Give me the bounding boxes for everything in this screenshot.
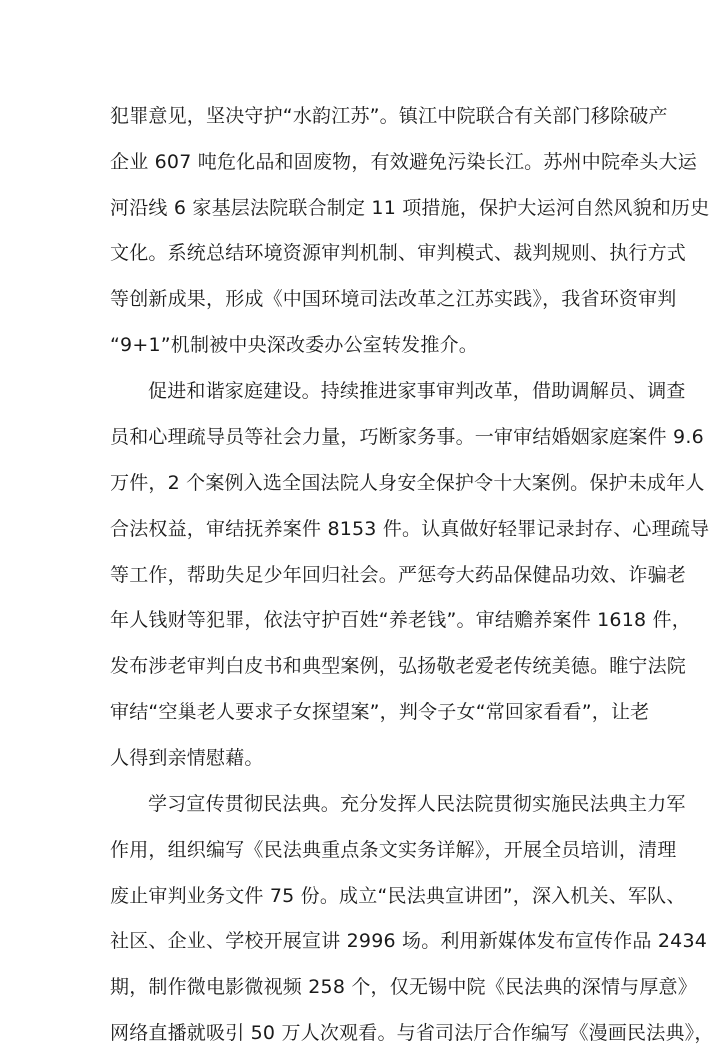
text-line: 期，制作微电影微视频 258 个，仅无锡中院《民法典的深情与厚意》 [110,976,697,998]
text-line: 合法权益，审结抚养案件 8153 件。认真做好轻罪记录封存、心理疏导 [110,518,710,540]
text-line: 网络直播就吸引 50 万人次观看。与省司法厅合作编写《漫画民法典》， [110,1022,714,1044]
text-line: 犯罪意见，坚决守护“水韵江苏”。镇江中院联合有关部门移除破产 [110,105,668,127]
paragraph-heading-line: 促进和谐家庭建设。持续推进家事审判改革，借助调解员、调查 [148,380,686,402]
text-line: 废止审判业务文件 75 份。成立“民法典宣讲团”，深入机关、军队、 [110,885,686,907]
text-line: 等工作，帮助失足少年回归社会。严惩夸大药品保健品功效、诈骗老 [110,564,687,586]
text-line: 年人钱财等犯罪，依法守护百姓“养老钱”。审结赡养案件 1618 件， [110,609,691,631]
text-line: 人得到亲情慰藉。 [110,747,264,769]
text-line: 员和心理疏导员等社会力量，巧断家务事。一审审结婚姻家庭案件 9.6 [110,426,704,448]
text-line: 文化。系统总结环境资源审判机制、审判模式、裁判规则、执行方式 [110,242,687,264]
text-line: 社区、企业、学校开展宣讲 2996 场。利用新媒体发布宣传作品 2434 [110,930,708,952]
text-line: 审结“空巢老人要求子女探望案”，判令子女“常回家看看”，让老 [110,701,650,723]
text-line: 发布涉老审判白皮书和典型案例，弘扬敬老爱老传统美德。睢宁法院 [110,655,687,677]
paragraph-heading-line: 学习宣传贯彻民法典。充分发挥人民法院贯彻实施民法典主力军 [148,793,686,815]
text-line: 企业 607 吨危化品和固废物，有效避免污染长江。苏州中院牵头大运 [110,151,697,173]
text-line: 等创新成果，形成《中国环境司法改革之江苏实践》，我省环资审判 [110,288,677,310]
text-line: 河沿线 6 家基层法院联合制定 11 项措施，保护大运河自然风貌和历史 [110,197,710,219]
text-line: 万件，2 个案例入选全国法院人身安全保护令十大案例。保护未成年人 [110,472,705,494]
text-line: “9+1”机制被中央深改委办公室转发推介。 [110,334,478,356]
text-line: 作用，组织编写《民法典重点条文实务详解》，开展全员培训，清理 [110,839,677,861]
